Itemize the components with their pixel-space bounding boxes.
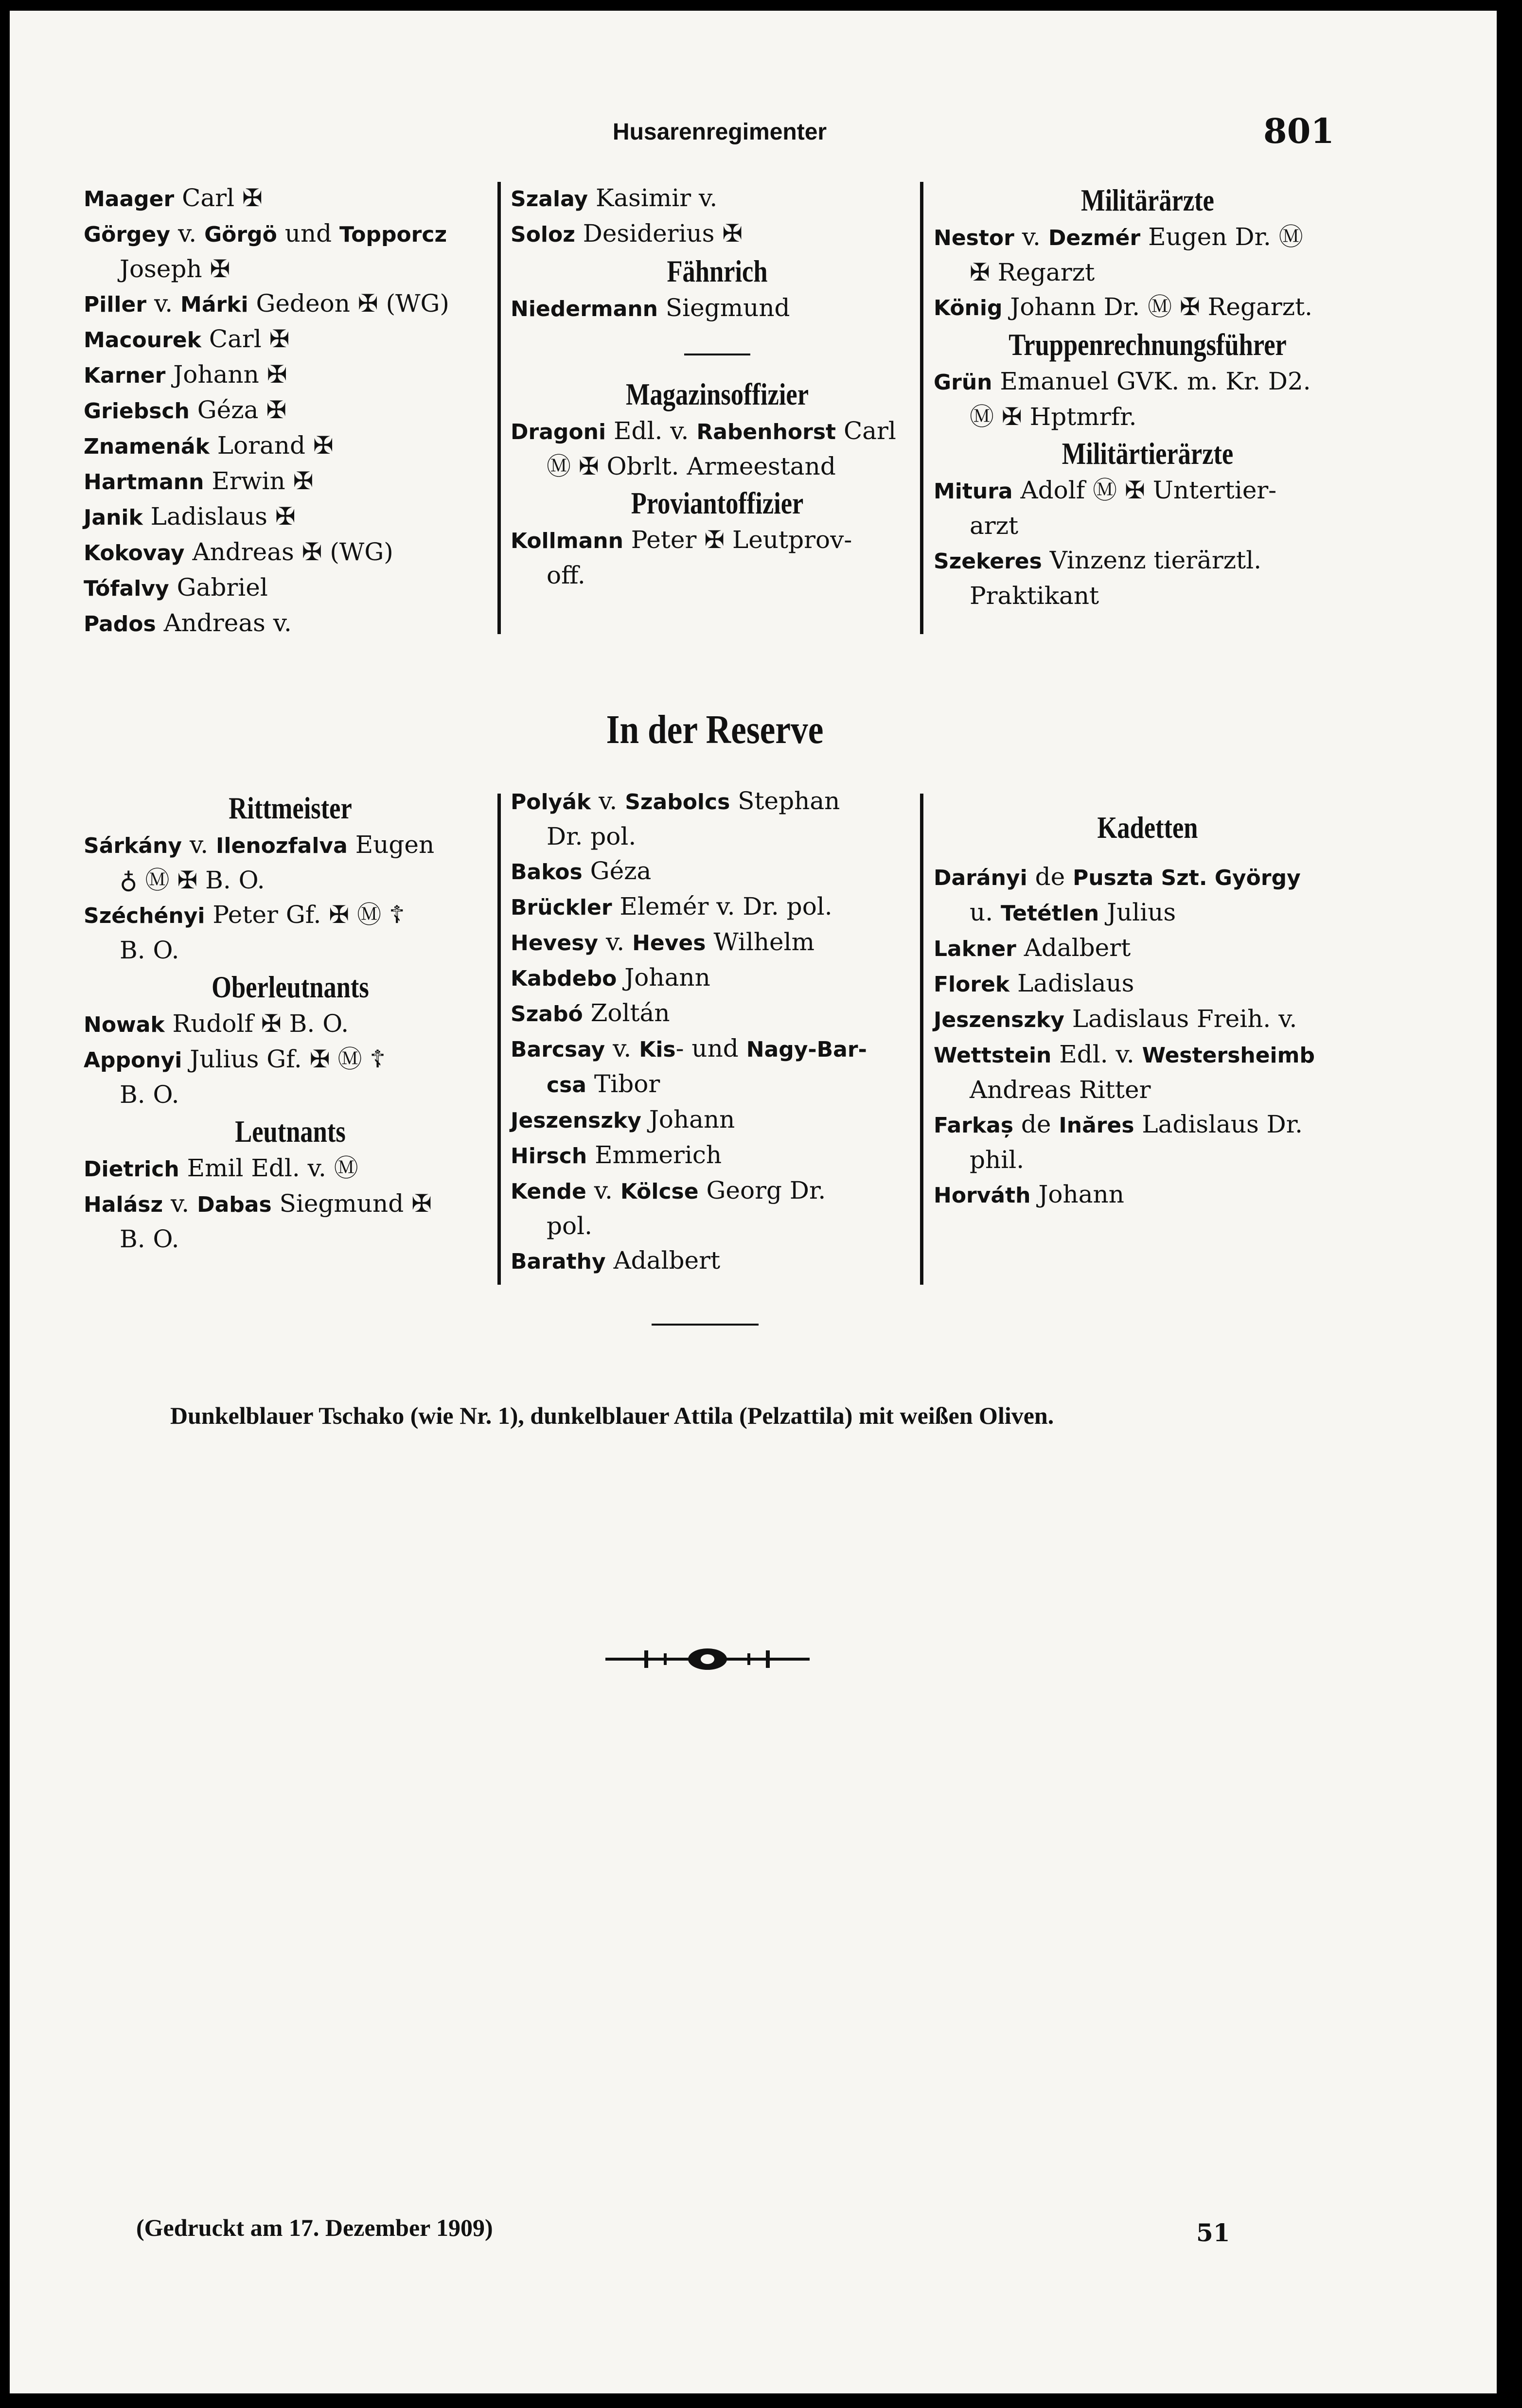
text-line: Florek Ladislaus xyxy=(934,969,1134,997)
text-line: Hartmann Erwin ✠ xyxy=(84,467,314,495)
column-divider xyxy=(497,794,501,1285)
text-line: Lakner Adalbert xyxy=(934,934,1131,962)
col3-reserve xyxy=(934,808,1362,1213)
text-line: Macourek Carl ✠ xyxy=(84,325,290,353)
text-line: Karner Johann ✠ xyxy=(84,360,287,389)
ornament-graphic xyxy=(605,1645,810,1674)
text-line: Farkaș de Inăres Ladislaus Dr. xyxy=(934,1110,1303,1138)
text-line: Nowak Rudolf ✠ B. O. xyxy=(84,1009,349,1038)
text-line: Dietrich Emil Edl. v. Ⓜ xyxy=(84,1154,358,1182)
reserve-heading: In der Reserve xyxy=(606,707,824,752)
kadetten-heading: Kadetten xyxy=(1097,810,1198,845)
text-line: Dragoni Edl. v. Rabenhorst Carl xyxy=(511,417,896,445)
text-line: csa Tibor xyxy=(547,1070,660,1098)
rittmeister-list xyxy=(84,828,497,968)
ornament-divider xyxy=(605,1645,810,1674)
text-line: Janik Ladislaus ✠ xyxy=(84,502,296,531)
text-line: u. Tetétlen Julius xyxy=(970,898,1176,926)
text-line: Wettstein Edl. v. Westersheimb xyxy=(934,1040,1315,1068)
text-line: Kabdebo Johann xyxy=(511,963,710,992)
text-line: Soloz Desiderius ✠ xyxy=(511,219,743,248)
print-date: (Gedruckt am 17. Dezember 1909) xyxy=(136,2214,493,2241)
text-line: B. O. xyxy=(120,1080,179,1109)
text-line: Ⓜ ✠ Hptmrfr. xyxy=(970,403,1137,431)
text-line: Maager Carl ✠ xyxy=(84,184,263,212)
page-number: 801 xyxy=(1263,111,1335,151)
text-line: Niedermann Siegmund xyxy=(511,294,790,322)
col3-top xyxy=(934,181,1362,613)
tieraerzte-list xyxy=(934,473,1362,613)
running-header: Husarenregimenter xyxy=(612,119,827,145)
text-line: phil. xyxy=(970,1146,1025,1174)
text-line: Kollmann Peter ✠ Leutprov- xyxy=(511,526,852,554)
text-line: Bakos Géza xyxy=(511,857,652,885)
proviant-heading: Proviantoffizier xyxy=(631,486,804,520)
text-line: Pados Andreas v. xyxy=(84,609,292,637)
text-line: Jeszenszky Johann xyxy=(511,1105,735,1133)
text-line: Görgey v. Görgö und Topporcz xyxy=(84,219,447,248)
text-line: Ⓜ ✠ Obrlt. Armeestand xyxy=(547,452,836,480)
text-line: Barathy Adalbert xyxy=(511,1246,721,1275)
text-line: Nestor v. Dezmér Eugen Dr. Ⓜ xyxy=(934,223,1303,251)
text-line: Mitura Adolf Ⓜ ✠ Untertier- xyxy=(934,476,1277,504)
text-line: Apponyi Julius Gf. ✠ Ⓜ ☦ xyxy=(84,1045,386,1073)
text-line: Széchényi Peter Gf. ✠ Ⓜ ☦ xyxy=(84,901,405,929)
col2-top-list xyxy=(511,181,924,252)
rittmeister-heading: Rittmeister xyxy=(229,791,352,825)
text-line: Brückler Elemér v. Dr. pol. xyxy=(511,892,832,921)
uniform-description: Dunkelblauer Tschako (wie Nr. 1), dunkelblauer Attila (Pelzattila) mit weißen Oliven. xyxy=(170,1402,1054,1429)
text-line: Dr. pol. xyxy=(547,822,637,850)
text-line: Barcsay v. Kis- und Nagy-Bar- xyxy=(511,1034,867,1062)
faehnrich-list xyxy=(511,291,924,326)
magazin-heading: Magazinsoffizier xyxy=(626,377,809,411)
aerzte-heading: Militärärzte xyxy=(1081,183,1214,217)
text-line: Darányi de Puszta Szt. György xyxy=(934,863,1301,891)
col1-top-list xyxy=(84,181,497,641)
col2-reserve xyxy=(511,784,924,1279)
text-line: Sárkány v. Ilenozfalva Eugen xyxy=(84,831,435,859)
text-line: Jeszenszky Ladislaus Freih. v. xyxy=(934,1005,1297,1033)
section-rule xyxy=(684,354,750,355)
kadetten-list xyxy=(934,860,1362,1213)
text-line: Hirsch Emmerich xyxy=(511,1141,722,1169)
text-line: Szalay Kasimir v. xyxy=(511,184,718,212)
text-line: arzt xyxy=(970,512,1019,540)
text-line: Andreas Ritter xyxy=(970,1076,1151,1104)
text-line: Griebsch Géza ✠ xyxy=(84,396,287,424)
text-line: B. O. xyxy=(120,1225,179,1253)
col1-reserve xyxy=(84,789,497,1257)
text-line: Hevesy v. Heves Wilhelm xyxy=(511,928,815,956)
tieraerzte-heading: Militärtierärzte xyxy=(1062,436,1234,471)
proviant-list xyxy=(511,523,924,593)
column-divider xyxy=(920,182,923,634)
text-line: ✠ Regarzt xyxy=(970,258,1095,286)
text-line: Polyák v. Szabolcs Stephan xyxy=(511,787,840,815)
text-line: Kende v. Kölcse Georg Dr. xyxy=(511,1176,826,1204)
sheet-number: 51 xyxy=(1196,2218,1230,2247)
document-page xyxy=(10,11,1497,2393)
text-line: König Johann Dr. Ⓜ ✠ Regarzt. xyxy=(934,293,1313,321)
col2-top xyxy=(511,181,924,593)
col1-top xyxy=(84,181,497,641)
text-line: Piller v. Márki Gedeon ✠ (WG) xyxy=(84,289,449,318)
text-line: pol. xyxy=(547,1212,592,1240)
text-line: Grün Emanuel GVK. m. Kr. D2. xyxy=(934,367,1311,395)
section-rule xyxy=(652,1324,759,1326)
leutnants-heading: Leutnants xyxy=(235,1114,346,1149)
faehnrich-heading: Fähnrich xyxy=(667,254,768,288)
col2-reserve-list xyxy=(511,784,924,1279)
magazin-list xyxy=(511,414,924,484)
text-line: Joseph ✠ xyxy=(120,255,230,283)
text-line: Praktikant xyxy=(970,582,1099,610)
leutnants-list xyxy=(84,1151,497,1257)
text-line: B. O. xyxy=(120,936,179,964)
text-line: Kokovay Andreas ✠ (WG) xyxy=(84,538,393,566)
text-line: Tófalvy Gabriel xyxy=(84,573,268,602)
text-line: Szekeres Vinzenz tierärztl. xyxy=(934,546,1262,574)
text-line: Halász v. Dabas Siegmund ✠ xyxy=(84,1189,432,1218)
oberleutnants-list xyxy=(84,1007,497,1112)
text-line: Horváth Johann xyxy=(934,1180,1124,1208)
text-line: off. xyxy=(547,561,585,589)
truppen-heading: Truppenrechnungsführer xyxy=(1009,327,1287,362)
truppen-list xyxy=(934,364,1362,434)
column-divider xyxy=(497,182,501,634)
text-line: Szabó Zoltán xyxy=(511,999,670,1027)
aerzte-list xyxy=(934,220,1362,325)
text-line: ♁ Ⓜ ✠ B. O. xyxy=(120,866,265,894)
column-divider xyxy=(920,794,923,1285)
oberleutnants-heading: Oberleutnants xyxy=(212,970,369,1004)
text-line: Znamenák Lorand ✠ xyxy=(84,431,334,460)
